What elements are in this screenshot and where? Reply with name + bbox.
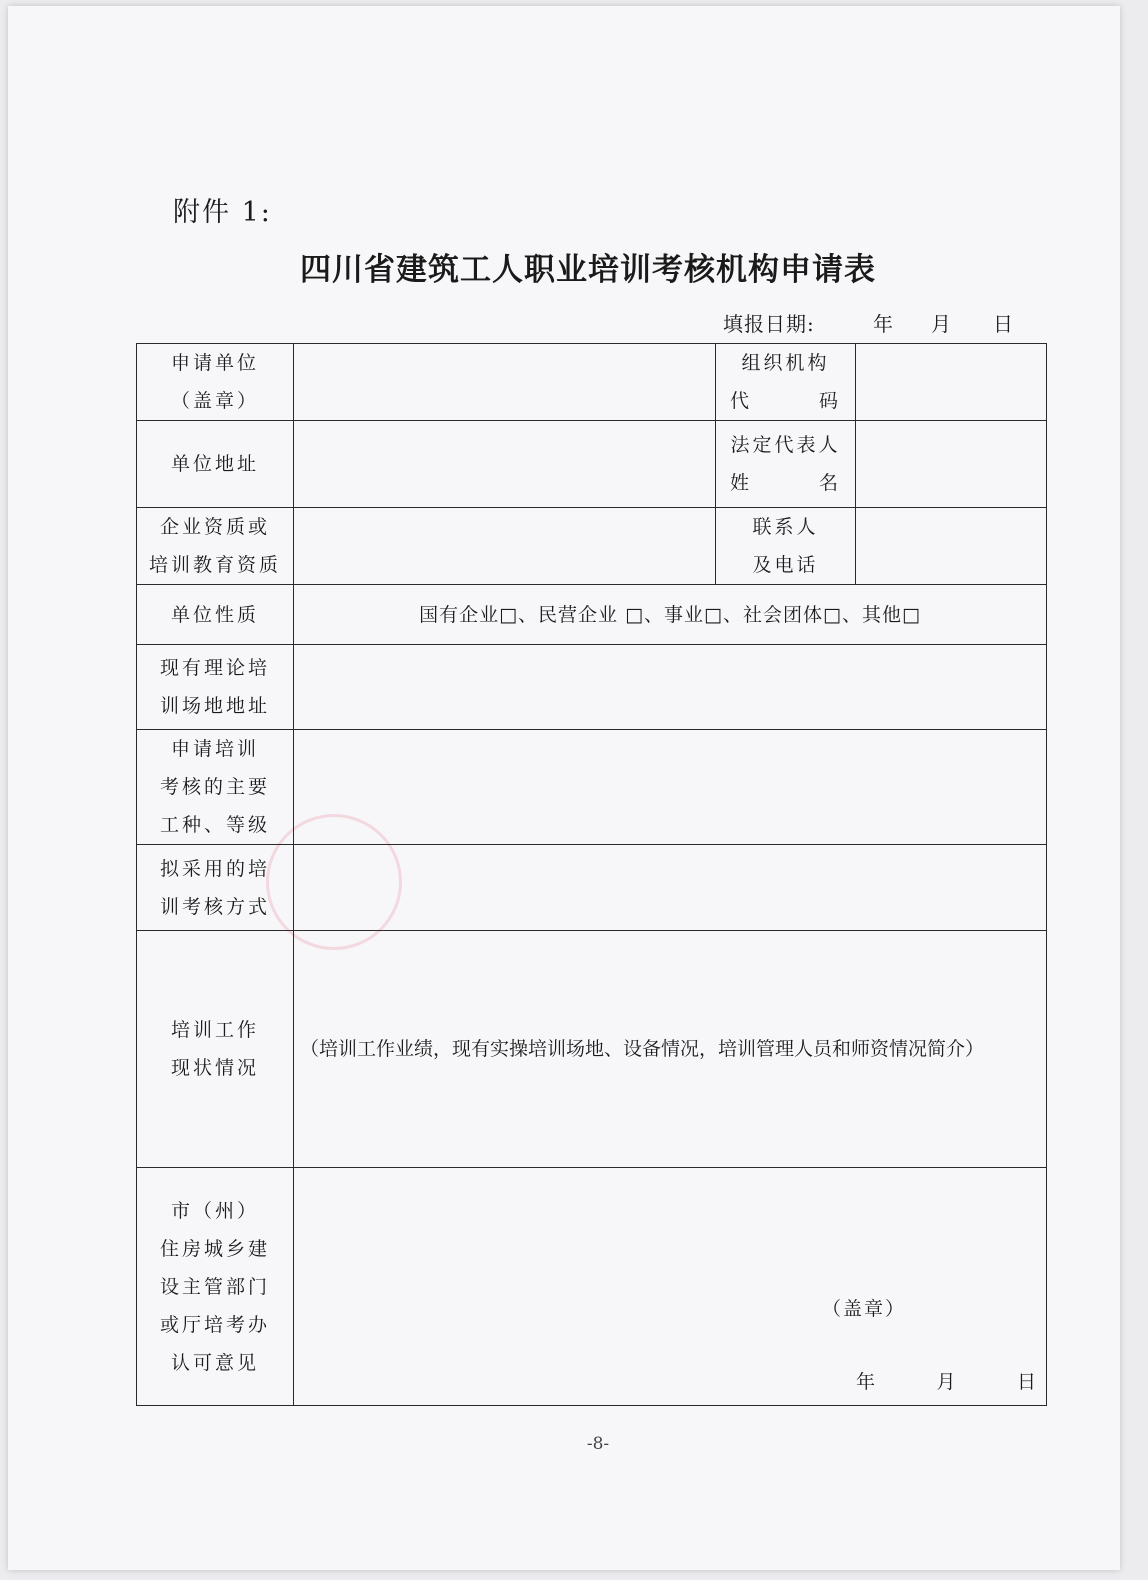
label-applicant: 申请单位 （盖章）	[137, 344, 294, 421]
field-status[interactable]	[294, 931, 1047, 1168]
field-opinion[interactable]	[294, 1168, 1047, 1406]
seal-label: （盖章）	[821, 1298, 906, 1320]
fill-date-year: 年	[873, 312, 894, 336]
fill-date-line	[723, 308, 1014, 337]
field-applicant[interactable]	[294, 344, 716, 421]
label-nature: 单位性质	[137, 585, 294, 645]
document-page	[8, 6, 1120, 1570]
field-org-code[interactable]	[856, 344, 1047, 421]
field-venue[interactable]	[294, 645, 1047, 730]
attachment-label: 附件 1:	[173, 197, 272, 228]
row-trades	[137, 730, 1047, 845]
label-legal-rep: 法定代表人 姓 名	[716, 421, 856, 508]
label-contact: 联系人 及电话	[716, 508, 856, 585]
field-contact[interactable]	[856, 508, 1047, 585]
form-title: 四川省建筑工人职业培训考核机构申请表	[300, 252, 876, 288]
field-qualification[interactable]	[294, 508, 716, 585]
nature-options[interactable]: 国有企业□、民营企业 □、事业□、社会团体□、其他□	[294, 585, 1047, 645]
label-address: 单位地址	[137, 421, 294, 508]
application-form-table	[136, 343, 1047, 1406]
label-qualification: 企业资质或 培训教育资质	[137, 508, 294, 585]
field-legal-rep[interactable]	[856, 421, 1047, 508]
row-address	[137, 421, 1047, 508]
row-method	[137, 845, 1047, 931]
row-opinion	[137, 1168, 1047, 1406]
fill-date-day: 日	[993, 312, 1014, 336]
row-status	[137, 931, 1047, 1168]
status-note: （培训工作业绩，现有实操培训场地、设备情况，培训管理人员和师资情况简介）	[300, 1038, 985, 1060]
field-address[interactable]	[294, 421, 716, 508]
fill-date-month: 月	[931, 312, 952, 336]
row-applicant	[137, 344, 1047, 421]
label-trades: 申请培训 考核的主要 工种、等级	[137, 730, 294, 845]
field-method[interactable]	[294, 845, 1047, 931]
label-venue: 现有理论培 训场地地址	[137, 645, 294, 730]
page-number: -8-	[586, 1434, 610, 1454]
label-opinion: 市（州） 住房城乡建 设主管部门 或厅培考办 认可意见	[137, 1168, 294, 1406]
fill-date-label: 填报日期:	[723, 312, 815, 336]
row-venue	[137, 645, 1047, 730]
field-trades[interactable]	[294, 730, 1047, 845]
label-org-code: 组织机构 代 码	[716, 344, 856, 421]
row-qualification	[137, 508, 1047, 585]
label-method: 拟采用的培 训考核方式	[137, 845, 294, 931]
opinion-date: 年 月 日	[856, 1371, 1036, 1393]
row-nature	[137, 585, 1047, 645]
label-status: 培训工作 现状情况	[137, 931, 294, 1168]
